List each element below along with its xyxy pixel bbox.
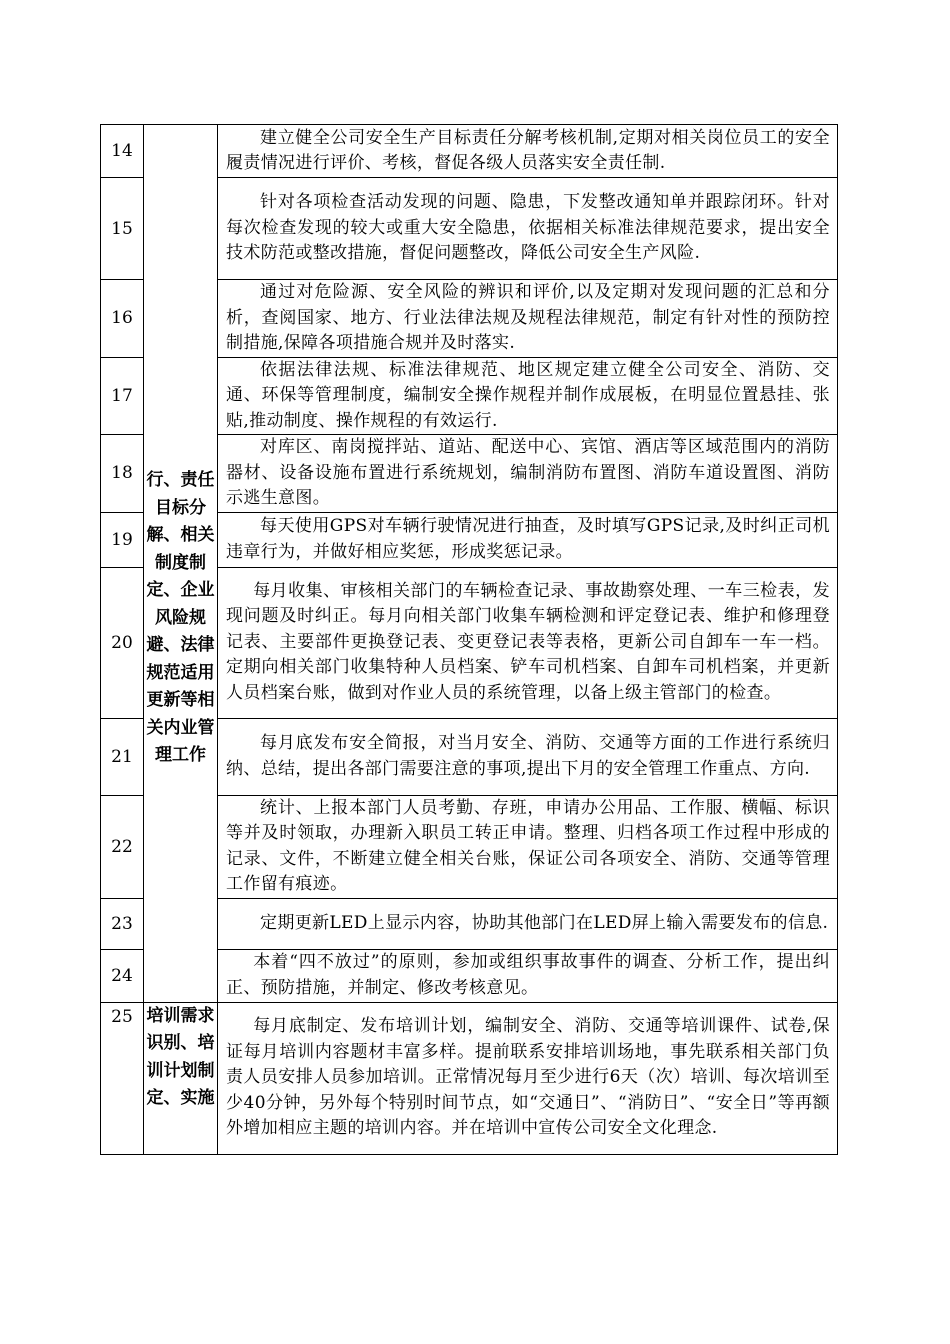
row-number: 14 [101,125,144,178]
row-description: 依据法律法规、标准法律规范、地区规定建立健全公司安全、消防、交通、环保等管理制度，编制安全操作规程并制作成展板，在明显位置悬挂、张贴,推动制度、操作规程的有效运行. [218,357,838,435]
duties-table [100,124,838,1155]
row-number: 16 [101,280,144,358]
row-number: 24 [101,949,144,1002]
row-description: 每月底发布安全简报，对当月安全、消防、交通等方面的工作进行系统归纳、总结，提出各部门需要注意的事项,提出下月的安全管理工作重点、方向. [218,718,838,795]
category-cell-main: 行、责任目标分解、相关制度制定、企业风险规避、法律规范适用更新等相关内业管理工作 [144,125,218,1003]
row-description: 统计、上报本部门人员考勤、存班，申请办公用品、工作服、横幅、标识等并及时领取，办理新入职员工转正申请。整理、归档各项工作过程中形成的记录、文件，不断建立健全相关台账，保证公司各项安全、消防、交通等管理工作留有痕迹。 [218,795,838,898]
row-number: 22 [101,795,144,898]
row-number: 25 [101,1002,144,1154]
row-number: 19 [101,512,144,567]
row-number: 20 [101,567,144,718]
row-number: 18 [101,435,144,513]
row-description: 定期更新LED上显示内容，协助其他部门在LED屏上输入需要发布的信息. [218,898,838,949]
row-number: 21 [101,718,144,795]
row-number: 17 [101,357,144,435]
row-description: 对库区、南岗搅拌站、道站、配送中心、宾馆、酒店等区域范围内的消防器材、设备设施布置进行系统规划，编制消防布置图、消防车道设置图、消防示逃生意图。 [218,435,838,513]
row-description: 建立健全公司安全生产目标责任分解考核机制,定期对相关岗位员工的安全履责情况进行评价、考核，督促各级人员落实安全责任制. [218,125,838,178]
row-number: 23 [101,898,144,949]
row-description: 每月收集、审核相关部门的车辆检查记录、事故勘察处理、一车三检表，发现问题及时纠正。每月向相关部门收集车辆检测和评定登记表、维护和修理登记表、主要部件更换登记表、变更登记表等表格，更新公司自卸车一车一档。定期向相关部门收集特种人员档案、铲车司机档案、自卸车司机档案，并更新人员档案台账，做到对作业人员的系统管理，以备上级主管部门的检查。 [218,567,838,718]
table-row [101,1002,838,1154]
row-description: 每天使用GPS对车辆行驶情况进行抽查，及时填写GPS记录,及时纠正司机违章行为，并做好相应奖惩，形成奖惩记录。 [218,512,838,567]
row-description: 每月底制定、发布培训计划，编制安全、消防、交通等培训课件、试卷,保证每月培训内容题材丰富多样。提前联系安排培训场地，事先联系相关部门负责人员安排人员参加培训。正常情况每月至少进行6天（次）培训、每次培训至少40分钟，另外每个特别时间节点，如“交通日”、“消防日”、“安全日”等再额外增加相应主题的培训内容。并在培训中宣传公司安全文化理念. [218,1002,838,1154]
table-row [101,125,838,178]
row-description: 本着“四不放过”的原则，参加或组织事故事件的调查、分析工作，提出纠正、预防措施，并制定、修改考核意见。 [218,949,838,1002]
category-cell-training: 培训需求识别、培训计划制定、实施 [144,1002,218,1154]
row-description: 针对各项检查活动发现的问题、隐患，下发整改通知单并跟踪闭环。针对每次检查发现的较大或重大安全隐患，依据相关标准法律规范要求，提出安全技术防范或整改措施，督促问题整改，降低公司安全生产风险. [218,178,838,280]
row-description: 通过对危险源、安全风险的辨识和评价,以及定期对发现问题的汇总和分析，查阅国家、地方、行业法律法规及规程法律规范，制定有针对性的预防控制措施,保障各项措施合规并及时落实. [218,280,838,358]
row-number: 15 [101,178,144,280]
